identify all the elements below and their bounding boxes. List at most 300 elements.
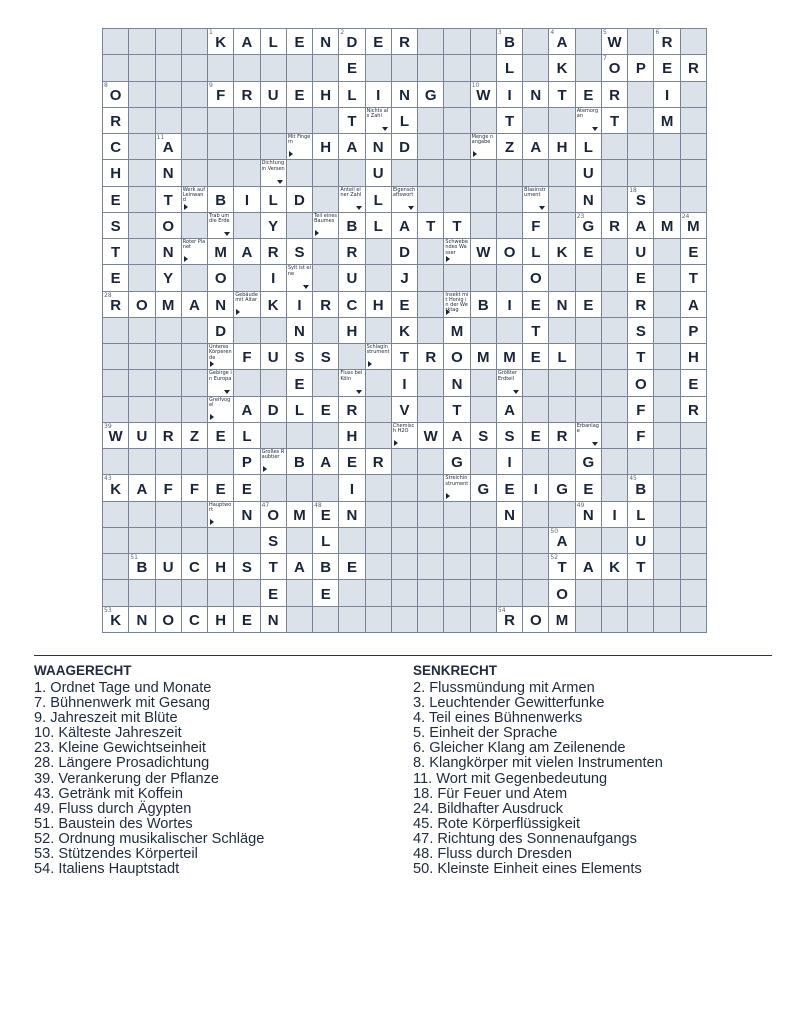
letter-cell [287, 344, 313, 370]
letter-cell [392, 108, 418, 134]
blank-cell [313, 265, 339, 291]
cell-letter: F [636, 401, 646, 419]
letter-cell [602, 55, 628, 81]
clue-text: Dichtung in Versen [261, 160, 285, 172]
letter-cell [234, 475, 260, 501]
clue-text: Blasinstrument [524, 186, 546, 198]
letter-cell [261, 397, 287, 423]
letter-cell [339, 318, 365, 344]
cell-letter: P [688, 322, 699, 340]
arrow-down-icon [356, 206, 362, 210]
cell-letter: U [346, 270, 358, 288]
letter-cell [497, 108, 523, 134]
clue-cell [444, 292, 470, 318]
blank-cell [471, 397, 497, 423]
arrow-down-icon [356, 390, 362, 394]
letter-cell [549, 344, 575, 370]
blank-cell [182, 55, 208, 81]
cell-letter: T [504, 112, 515, 130]
blank-cell [602, 528, 628, 554]
down-clue-list [413, 681, 663, 877]
letter-cell [549, 292, 575, 318]
blank-cell [339, 160, 365, 186]
letter-cell [444, 449, 470, 475]
letter-cell [392, 239, 418, 265]
arrow-right-icon [184, 256, 188, 262]
clue-number: 8 [104, 81, 108, 89]
cell-letter: U [582, 165, 594, 183]
arrow-down-icon [592, 127, 598, 131]
blank-cell [418, 502, 444, 528]
cell-letter: Y [163, 270, 174, 288]
letter-cell [287, 187, 313, 213]
letter-cell [261, 344, 287, 370]
cell-letter: A [451, 428, 463, 446]
cell-letter: G [582, 217, 595, 235]
blank-cell [418, 108, 444, 134]
blank-cell [392, 554, 418, 580]
letter-cell [261, 187, 287, 213]
letter-cell [234, 607, 260, 633]
letter-cell [576, 502, 602, 528]
blank-cell [471, 187, 497, 213]
blank-cell [444, 528, 470, 554]
blank-cell [576, 580, 602, 606]
blank-cell [444, 187, 470, 213]
across-clue-item: 54. Italiens Hauptstadt [34, 861, 180, 878]
clue-number: 49 [576, 501, 585, 509]
arrow-right-icon [368, 361, 372, 367]
letter-cell [261, 502, 287, 528]
blank-cell [208, 108, 234, 134]
letter-cell [471, 475, 497, 501]
blank-cell [103, 580, 129, 606]
blank-cell [523, 55, 549, 81]
blank-cell [261, 55, 287, 81]
blank-cell [576, 29, 602, 55]
clue-text: Chemisch H2O [392, 422, 415, 435]
cell-letter: E [294, 86, 305, 104]
letter-cell [602, 29, 628, 55]
letter-cell [628, 318, 654, 344]
cell-letter: K [556, 244, 568, 262]
cell-letter: P [635, 60, 646, 78]
cell-letter: G [451, 454, 463, 472]
letter-cell [628, 475, 654, 501]
clue-text: Nichts als Zahl [366, 107, 389, 120]
blank-cell [313, 108, 339, 134]
cell-letter: H [215, 559, 227, 577]
blank-cell [444, 29, 470, 55]
blank-cell [182, 318, 208, 344]
cell-letter: R [110, 112, 122, 130]
blank-cell [261, 108, 287, 134]
cell-letter: L [321, 533, 331, 551]
letter-cell [628, 528, 654, 554]
letter-cell [261, 239, 287, 265]
across-clue-item: 1. Ordnet Tage und Monate [34, 680, 212, 696]
letter-cell [261, 528, 287, 554]
blank-cell [313, 187, 339, 213]
clue-text: Gebirge in Europa [209, 370, 232, 382]
blank-cell [366, 554, 392, 580]
cell-letter: G [424, 86, 437, 104]
blank-cell [471, 554, 497, 580]
blank-cell [103, 318, 129, 344]
letter-cell [261, 82, 287, 108]
blank-cell [287, 213, 313, 239]
cell-letter: T [452, 217, 462, 235]
cell-letter: U [267, 349, 279, 367]
letter-cell [418, 213, 444, 239]
cell-letter: U [372, 165, 384, 183]
cell-letter: L [399, 112, 410, 130]
blank-cell [418, 449, 444, 475]
cell-letter: T [557, 86, 567, 104]
letter-cell [366, 160, 392, 186]
cell-letter: N [582, 191, 594, 209]
cell-letter: E [346, 559, 357, 577]
blank-cell [681, 502, 707, 528]
clue-number: 4 [550, 29, 555, 36]
across-clue-item: 51. Baustein des Wortes [34, 815, 193, 832]
blank-cell [366, 607, 392, 633]
letter-cell [313, 29, 339, 55]
letter-cell [234, 239, 260, 265]
letter-cell [313, 554, 339, 580]
cell-letter: G [477, 480, 490, 498]
across-clues [34, 663, 264, 877]
cell-letter: R [556, 428, 568, 446]
cell-letter: I [507, 86, 512, 104]
blank-cell [313, 370, 339, 396]
letter-cell [444, 423, 470, 449]
clue-cell [444, 475, 470, 501]
clue-number: 23 [576, 212, 585, 220]
letter-cell [182, 423, 208, 449]
blank-cell [261, 423, 287, 449]
clue-text: Schwebendes Wasser [445, 239, 468, 256]
cell-letter: W [423, 428, 438, 446]
blank-cell [418, 318, 444, 344]
letter-cell [654, 108, 680, 134]
blank-cell [549, 397, 575, 423]
across-clue-item: 28. Längere Prosadichtung [34, 755, 210, 772]
letter-cell [471, 82, 497, 108]
letter-cell [339, 213, 365, 239]
blank-cell [103, 502, 129, 528]
blank-cell [418, 370, 444, 396]
arrow-down-icon [382, 127, 388, 131]
across-clue-item: 49. Fluss durch Ägypten [34, 800, 192, 817]
down-clue-item: 5. Einheit der Sprache [413, 725, 558, 742]
letter-cell [339, 82, 365, 108]
letter-cell [392, 318, 418, 344]
letter-cell [156, 423, 182, 449]
letter-cell [628, 554, 654, 580]
letter-cell [103, 292, 129, 318]
letter-cell [156, 475, 182, 501]
cell-letter: N [530, 86, 542, 104]
letter-cell [576, 213, 602, 239]
cell-letter: L [373, 191, 383, 209]
blank-cell [392, 580, 418, 606]
clue-cell [287, 265, 313, 291]
letter-cell [628, 397, 654, 423]
arrow-right-icon [446, 256, 450, 262]
cell-letter: R [241, 86, 253, 104]
clue-cell [392, 187, 418, 213]
clue-cell [497, 370, 523, 396]
blank-cell [234, 528, 260, 554]
blank-cell [681, 29, 707, 55]
cell-letter: L [268, 191, 278, 209]
letter-cell [628, 344, 654, 370]
letter-cell [549, 29, 575, 55]
letter-cell [576, 187, 602, 213]
blank-cell [366, 370, 392, 396]
cell-letter: E [320, 585, 331, 603]
blank-cell [523, 397, 549, 423]
letter-cell [234, 449, 260, 475]
letter-cell [208, 265, 234, 291]
cell-letter: H [556, 139, 568, 157]
blank-cell [234, 134, 260, 160]
letter-cell [392, 29, 418, 55]
cell-letter: P [241, 454, 252, 472]
letter-cell [208, 554, 234, 580]
clue-cell [523, 187, 549, 213]
blank-cell [129, 580, 155, 606]
arrow-down-icon [408, 206, 414, 210]
letter-cell [523, 318, 549, 344]
cell-letter: E [373, 34, 384, 52]
blank-cell [549, 187, 575, 213]
blank-cell [234, 580, 260, 606]
clue-text: Teil eines Baumes [314, 212, 338, 225]
blank-cell [471, 108, 497, 134]
blank-cell [313, 239, 339, 265]
letter-cell [339, 265, 365, 291]
cell-letter: D [294, 191, 305, 209]
blank-cell [602, 265, 628, 291]
cell-letter: S [635, 191, 646, 209]
cell-letter: W [108, 428, 123, 446]
blank-cell [234, 318, 260, 344]
cell-letter: T [426, 217, 436, 235]
letter-cell [103, 187, 129, 213]
clue-text: Schlaginstrument [366, 344, 390, 356]
blank-cell [392, 55, 418, 81]
cell-letter: O [503, 244, 516, 262]
letter-cell [287, 554, 313, 580]
blank-cell [576, 370, 602, 396]
cell-letter: Z [189, 428, 199, 446]
blank-cell [261, 134, 287, 160]
blank-cell [156, 502, 182, 528]
cell-letter: I [297, 296, 302, 314]
cell-letter: V [399, 401, 410, 419]
cell-letter: M [503, 349, 516, 367]
blank-cell [234, 370, 260, 396]
blank-cell [497, 213, 523, 239]
arrow-down-icon [539, 206, 545, 210]
clue-number: 11 [156, 134, 165, 142]
cell-letter: N [372, 139, 384, 157]
blank-cell [654, 607, 680, 633]
across-clue-list [34, 681, 264, 877]
clue-text: Insekt mit Honig in der Werktag [445, 291, 469, 314]
blank-cell [156, 55, 182, 81]
cell-letter: W [476, 244, 491, 262]
cell-letter: R [609, 217, 620, 235]
clue-number: 10 [471, 81, 480, 89]
blank-cell [129, 239, 155, 265]
cell-letter: L [583, 139, 593, 157]
blank-cell [366, 397, 392, 423]
blank-cell [523, 108, 549, 134]
letter-cell [549, 239, 575, 265]
blank-cell [339, 344, 365, 370]
blank-cell [576, 607, 602, 633]
letter-cell [313, 528, 339, 554]
letter-cell [471, 239, 497, 265]
cell-letter: I [376, 86, 381, 104]
blank-cell [182, 528, 208, 554]
cell-letter: A [136, 480, 148, 498]
letter-cell [497, 397, 523, 423]
letter-cell [234, 344, 260, 370]
cell-letter: N [504, 506, 515, 524]
cell-letter: R [399, 34, 410, 52]
letter-cell [261, 292, 287, 318]
letter-cell [628, 370, 654, 396]
cell-letter: H [346, 322, 358, 340]
cell-letter: S [635, 322, 646, 340]
blank-cell [654, 292, 680, 318]
letter-cell [497, 292, 523, 318]
letter-cell [261, 213, 287, 239]
letter-cell [418, 344, 444, 370]
letter-cell [681, 344, 707, 370]
letter-cell [339, 134, 365, 160]
cell-letter: T [452, 401, 462, 419]
blank-cell [182, 82, 208, 108]
letter-cell [339, 108, 365, 134]
clue-text: Sylt ist eine [287, 265, 311, 277]
arrow-down-icon [592, 442, 598, 446]
letter-cell [602, 82, 628, 108]
blank-cell [156, 528, 182, 554]
blank-cell [339, 528, 365, 554]
blank-cell [654, 475, 680, 501]
blank-cell [234, 213, 260, 239]
cell-letter: O [529, 611, 542, 629]
blank-cell [654, 160, 680, 186]
blank-cell [444, 502, 470, 528]
blank-cell [523, 370, 549, 396]
blank-cell [444, 82, 470, 108]
across-clue-item: 7. Bühnenwerk mit Gesang [34, 695, 211, 712]
clue-number: 18 [629, 186, 637, 194]
blank-cell [261, 475, 287, 501]
blank-cell [418, 29, 444, 55]
blank-cell [103, 554, 129, 580]
blank-cell [208, 580, 234, 606]
blank-cell [602, 134, 628, 160]
clue-text: Großes Raubtier [261, 449, 285, 461]
cell-letter: D [267, 401, 279, 419]
letter-cell [339, 292, 365, 318]
letter-cell [156, 134, 182, 160]
blank-cell [418, 292, 444, 318]
cell-letter: K [609, 559, 620, 577]
cell-letter: G [556, 480, 568, 498]
clue-cell [313, 213, 339, 239]
blank-cell [103, 397, 129, 423]
blank-cell [602, 370, 628, 396]
cell-letter: N [136, 611, 148, 629]
clue-number: 51 [130, 554, 138, 562]
blank-cell [313, 607, 339, 633]
blank-cell [182, 344, 208, 370]
clue-cell [339, 187, 365, 213]
cell-letter: E [504, 480, 515, 498]
blank-cell [497, 265, 523, 291]
cell-letter: E [688, 375, 699, 393]
cell-letter: D [215, 322, 227, 340]
letter-cell [523, 423, 549, 449]
cell-letter: S [478, 428, 489, 446]
blank-cell [339, 580, 365, 606]
cell-letter: L [268, 34, 278, 52]
cell-letter: R [320, 296, 332, 314]
clue-cell [208, 213, 234, 239]
cell-letter: O [556, 585, 568, 603]
blank-cell [654, 239, 680, 265]
clue-text: Erbanlage [576, 422, 599, 435]
letter-cell [339, 449, 365, 475]
letter-cell [576, 292, 602, 318]
cell-letter: N [162, 244, 174, 262]
cell-letter: F [163, 480, 173, 498]
letter-cell [444, 397, 470, 423]
letter-cell [681, 370, 707, 396]
clue-text: Unteres Körperende [209, 344, 232, 361]
cell-letter: F [242, 349, 252, 367]
cell-letter: L [373, 217, 383, 235]
cell-letter: K [110, 480, 122, 498]
cell-letter: I [507, 454, 512, 472]
cell-letter: I [665, 86, 670, 104]
letter-cell [156, 607, 182, 633]
letter-cell [602, 213, 628, 239]
letter-cell [497, 134, 523, 160]
clue-cell [576, 423, 602, 449]
blank-cell [681, 82, 707, 108]
cell-letter: M [477, 349, 490, 367]
cell-letter: F [216, 86, 226, 104]
letter-cell [497, 82, 523, 108]
blank-cell [602, 449, 628, 475]
letter-cell [208, 607, 234, 633]
blank-cell [234, 108, 260, 134]
letter-cell [523, 607, 549, 633]
blank-cell [549, 370, 575, 396]
cell-letter: T [531, 322, 541, 340]
blank-cell [208, 449, 234, 475]
blank-cell [602, 580, 628, 606]
